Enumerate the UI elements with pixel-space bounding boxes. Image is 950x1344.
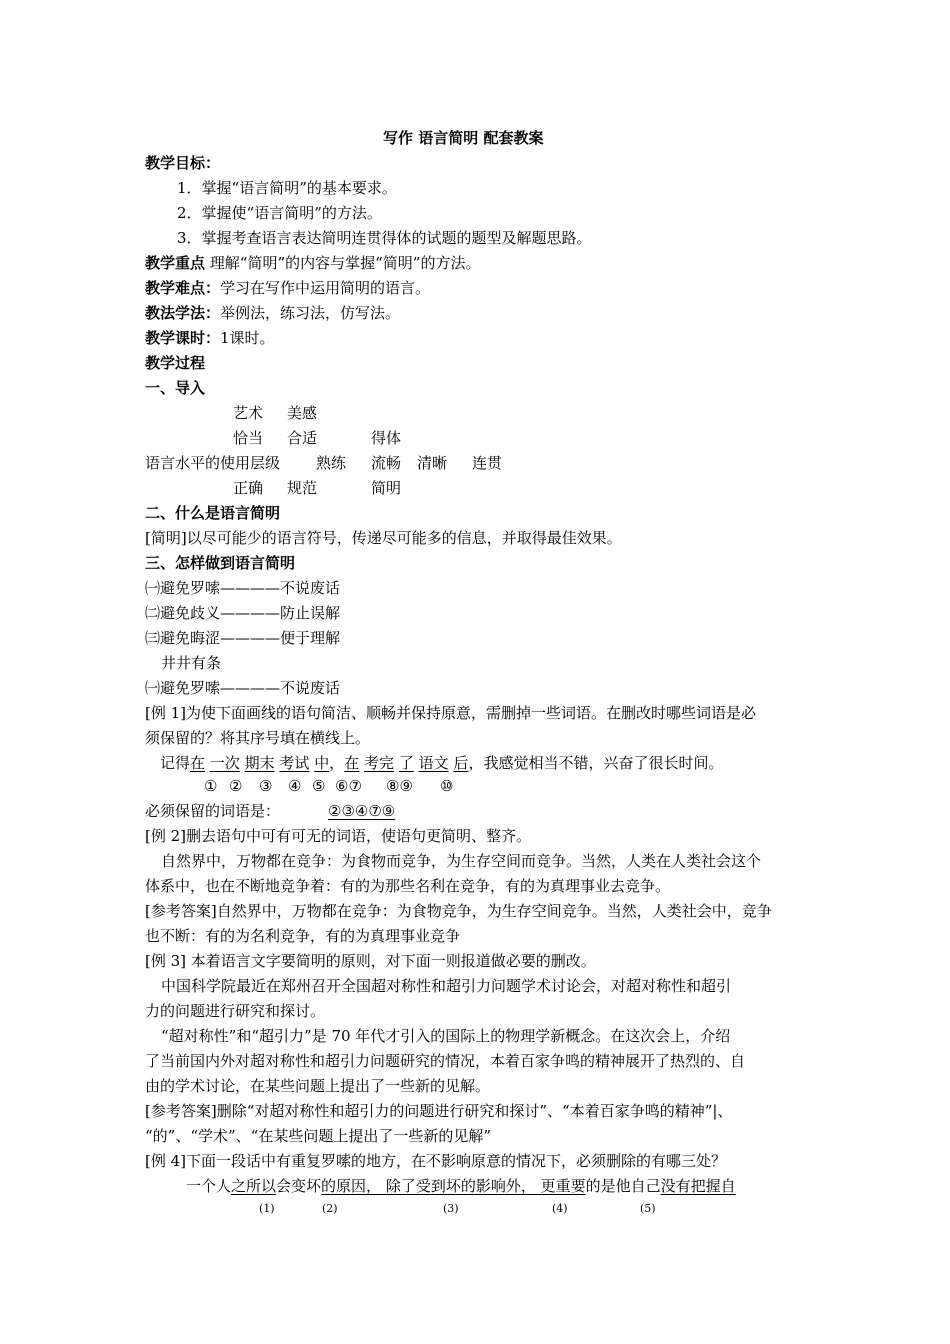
process-heading: 教学过程 (145, 354, 206, 372)
word-number: ① (204, 777, 218, 795)
sentence-text: 一个人 (186, 1177, 232, 1195)
underlined-word: 中 (314, 754, 330, 772)
phrase-number: (4) (552, 1202, 568, 1215)
objective-item: 2．掌握使“语言简明”的方法。 (177, 204, 382, 222)
difficulty-label: 教学难点： (145, 279, 221, 297)
underlined-phrase: 更重要 (535, 1177, 586, 1195)
phrase-number: (3) (443, 1202, 459, 1215)
example3-answer: [参考答案]删除“对超对称性和超引力的问题进行研究和探讨”、“本着百家争鸣的精神”|、 (145, 1102, 733, 1120)
word-number: ④ (288, 777, 302, 795)
example3-prompt: [例 3] 本着语言文字要简明的原则，对下面一则报道做必要的删改。 (145, 952, 596, 970)
phrase-number: (1) (259, 1202, 275, 1215)
method-subitem: 井井有条 (161, 654, 222, 672)
underlined-word: 语文 (418, 754, 449, 772)
underlined-word: 考试 (279, 754, 310, 772)
word-number: ⑧⑨ (386, 777, 413, 795)
example3-passage: 力的问题进行研究和探讨。 (145, 1002, 326, 1020)
example4-sentence (186, 1176, 736, 1196)
level-word: 规范 (287, 479, 318, 497)
level-word: 得体 (371, 429, 402, 447)
example3-passage: 中国科学院最近在郑州召开全国超对称性和超引力问题学术讨论会，对超对称性和超引 (161, 977, 732, 995)
objective-item: 3．掌握考查语言表达简明连贯得体的试题的题型及解题思路。 (177, 229, 592, 247)
method-item: ㈠避免罗嗦————不说废话 (145, 579, 341, 597)
underlined-word: 期末 (244, 754, 275, 772)
objectives-heading: 教学目标： (145, 154, 221, 172)
level-word: 连贯 (472, 454, 503, 472)
phrase-number: (2) (322, 1202, 338, 1215)
example4-prompt: [例 4]下面一段话中有重复罗嗦的地方，在不影响原意的情况下，必须删除的有哪三处？ (145, 1152, 727, 1170)
level-word: 流畅 (371, 454, 402, 472)
example2-answer: [参考答案]自然界中，万物都在竞争：为食物竞争，为生存空间竞争。当然，人类社会中，竞争 (145, 902, 772, 920)
example1-keep-line (145, 801, 395, 821)
example2-passage: 自然界中，万物都在竞争：为食物而竞争，为生存空间而竞争。当然，人类在人类社会这个 (161, 852, 762, 870)
underlined-phrase: 之所以 (231, 1177, 277, 1195)
keep-label: 必须保留的词语是： (145, 802, 281, 820)
word-number: ⑤ (312, 777, 326, 795)
phrase-number: (5) (640, 1202, 656, 1215)
key-point-line (145, 253, 480, 273)
level-word: 正确 (233, 479, 264, 497)
level-word: 艺术 (233, 404, 264, 422)
underlined-phrase: 的原因， (321, 1177, 382, 1195)
example3-answer: “的”、“学术”、“在某些问题上提出了一些新的见解” (145, 1127, 492, 1145)
method-item: ㈡避免歧义————防止误解 (145, 604, 341, 622)
example1-sentence: 记得在 一次 期末 考试 中，在 考完 了 语文 后，我感觉相当不错，兴奋了很长时间。 (160, 754, 724, 772)
methods-label: 教法学法： (145, 304, 221, 322)
methods-text: 举例法，练习法，仿写法。 (220, 304, 401, 322)
example1-prompt-cont: 须保留的？将其序号填在横线上。 (145, 729, 371, 747)
sentence-text: ，我感觉相当不错，兴奋了很长时间。 (468, 754, 724, 772)
level-word: 熟练 (316, 454, 347, 472)
example3-passage: “超对称性”和“超引力”是 70 年代才引入的国际上的物理学新概念。在这次会上，介绍 (161, 1027, 731, 1045)
underlined-word: 在 (190, 754, 206, 772)
example2-passage: 体系中，也在不断地竞争着：有的为那些名利在竞争，有的为真理事业去竞争。 (145, 877, 671, 895)
method-item: ㈠避免罗嗦————不说废话 (145, 679, 341, 697)
sentence-text: 会变坏 (276, 1177, 322, 1195)
level-caption: 语言水平的使用层级 (145, 454, 281, 472)
difficulty-line (145, 278, 430, 298)
level-word: 简明 (371, 479, 402, 497)
sentence-text: 的是他自己 (585, 1177, 661, 1195)
underlined-word: 一次 (209, 754, 240, 772)
word-number: ② (229, 777, 243, 795)
sentence-text: 记得 (160, 754, 191, 772)
key-point-text: 理解“简明”的内容与掌握“简明”的方法。 (205, 254, 481, 272)
level-word: 清晰 (417, 454, 448, 472)
hours-line (145, 328, 275, 348)
level-word: 恰当 (233, 429, 264, 447)
word-number: ⑥⑦ (335, 777, 362, 795)
section3-heading: 三、怎样做到语言简明 (145, 554, 296, 572)
section2-definition: [简明]以尽可能少的语言符号，传递尽可能多的信息，并取得最佳效果。 (145, 529, 622, 547)
objective-item: 1．掌握“语言简明”的基本要求。 (177, 179, 397, 197)
section1-heading: 一、导入 (145, 379, 206, 397)
difficulty-text: 学习在写作中运用简明的语言。 (220, 279, 431, 297)
page-title: 写作 语言简明 配套教案 (383, 129, 544, 147)
method-item: ㈢避免晦涩————便于理解 (145, 629, 341, 647)
level-word: 合适 (287, 429, 318, 447)
underlined-word: 后 (453, 754, 469, 772)
keep-answer: ②③④⑦⑨ (328, 802, 396, 820)
example2-prompt: [例 2]删去语句中可有可无的词语，使语句更简明、整齐。 (145, 827, 532, 845)
section2-heading: 二、什么是语言简明 (145, 504, 281, 522)
word-number: ③ (259, 777, 273, 795)
hours-label: 教学课时： (145, 329, 221, 347)
key-point-label: 教学重点 (145, 254, 206, 272)
underlined-word: 在 (344, 754, 360, 772)
underlined-word: 考完 (364, 754, 395, 772)
example3-passage: 由的学术讨论，在某些问题上提出了一些新的见解。 (145, 1077, 491, 1095)
example1-prompt: [例 1]为使下面画线的语句简洁、顺畅并保持原意，需删掉一些词语。在删改时哪些词语是必 (145, 704, 757, 722)
example3-passage: 了当前国内外对超对称性和超引力问题研究的情况，本着百家争鸣的精神展开了热烈的、自 (145, 1052, 746, 1070)
underlined-phrase: 没有把握自 (660, 1177, 736, 1195)
level-word: 美感 (287, 404, 318, 422)
methods-line (145, 303, 400, 323)
underlined-phrase: 除了受到坏的影响外， (381, 1177, 536, 1195)
underlined-word: 了 (398, 754, 414, 772)
hours-text: 1课时。 (220, 329, 275, 347)
word-number: ⑩ (440, 777, 454, 795)
example2-answer: 也不断：有的为名利竞争，有的为真理事业竞争 (145, 927, 461, 945)
